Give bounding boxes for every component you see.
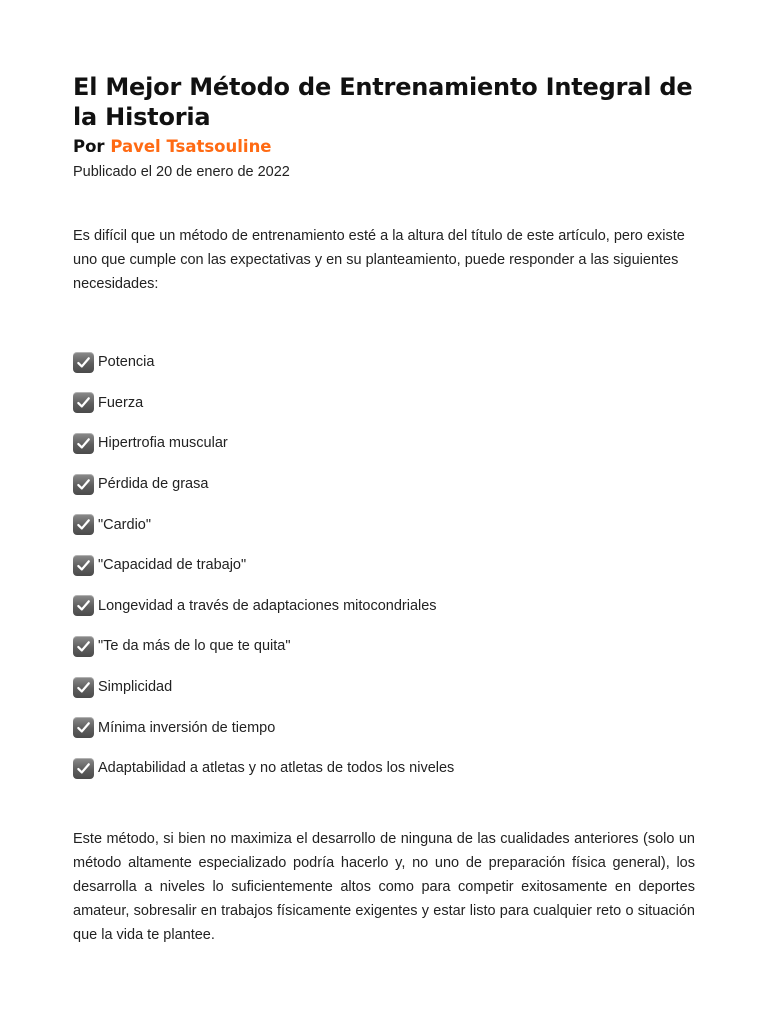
checklist-item-label: Potencia: [98, 354, 155, 371]
checklist-item-label: Fuerza: [98, 394, 144, 411]
checklist-item: [73, 504, 695, 545]
checkbox-checked-icon: [73, 474, 94, 495]
checklist-item-label: Mínima inversión de tiempo: [98, 719, 276, 736]
byline: [73, 136, 695, 158]
checkbox-checked-icon: [73, 352, 94, 373]
checklist-item: [73, 342, 695, 383]
checkbox-checked-icon: [73, 758, 94, 779]
checkbox-checked-icon: [73, 392, 94, 413]
checklist-item-label: Hipertrofia muscular: [98, 435, 228, 452]
publish-date: Publicado el 20 de enero de 2022: [73, 164, 290, 180]
checklist-item: [73, 423, 695, 464]
checklist-item-label: "Te da más de lo que te quita": [98, 638, 291, 655]
checklist-item-label: "Capacidad de trabajo": [98, 557, 247, 574]
checkbox-checked-icon: [73, 717, 94, 738]
checklist-item: [73, 383, 695, 424]
checklist-item: [73, 707, 695, 748]
article-title: El Mejor Método de Entrenamiento Integral de la Historia: [73, 73, 693, 131]
checkbox-checked-icon: [73, 433, 94, 454]
closing-paragraph: Este método, si bien no maximiza el desarrollo de ninguna de las cualidades anteriores (solo un método altamente especializado podría hacerlo y, no uno de preparación física general), los desarrolla a niveles lo suficientemente altos como para competir exitosamente en deportes amateur, sobresalir en trabajos físicamente exigentes y estar listo para cualquier reto o situación que la vida te plantee.: [73, 830, 695, 943]
checklist-item-label: Simplicidad: [98, 679, 173, 696]
checkbox-checked-icon: [73, 514, 94, 535]
intro-paragraph: Es difícil que un método de entrenamiento esté a la altura del título de este artículo, pero existe uno que cumple con las expectativas y en su planteamiento, puede responder a las siguientes necesidades:: [73, 228, 685, 292]
benefits-checklist: [73, 342, 695, 789]
checklist-item: [73, 626, 695, 667]
checklist-item: [73, 667, 695, 708]
checkbox-checked-icon: [73, 555, 94, 576]
checkbox-checked-icon: [73, 677, 94, 698]
checklist-item: [73, 464, 695, 505]
checkbox-checked-icon: [73, 636, 94, 657]
checkbox-checked-icon: [73, 595, 94, 616]
author-name: Pavel Tsatsouline: [110, 137, 272, 156]
checklist-item-label: Pérdida de grasa: [98, 476, 209, 493]
checklist-item-label: Longevidad a través de adaptaciones mitocondriales: [98, 597, 437, 614]
article: [73, 72, 695, 961]
checklist-item: [73, 545, 695, 586]
checklist-item: [73, 586, 695, 627]
byline-prefix: Por: [73, 137, 111, 156]
checklist-item-label: Adaptabilidad a atletas y no atletas de todos los niveles: [98, 760, 455, 777]
checklist-item-label: "Cardio": [98, 516, 152, 533]
checklist-item: [73, 748, 695, 789]
